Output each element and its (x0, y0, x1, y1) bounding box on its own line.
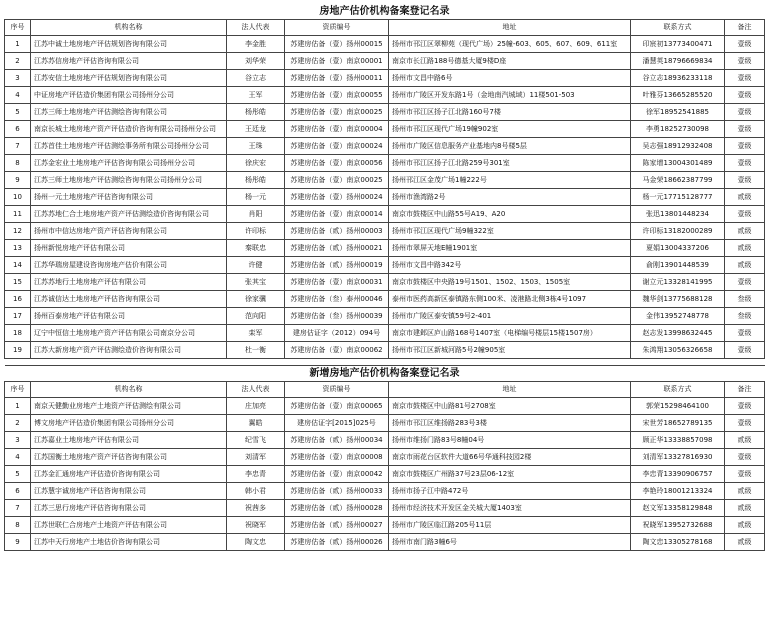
table-cell: 王军 (227, 87, 285, 104)
table-cell: 扬州市翠屏天地E幢1901室 (389, 240, 631, 257)
table-row (5, 36, 765, 53)
table-cell: 江苏诚信达土地房地产评估咨询有限公司 (31, 291, 227, 308)
table-cell: 10 (5, 189, 31, 206)
table-cell: 江苏中天行房地产土地估价咨询有限公司 (31, 534, 227, 551)
table-row (5, 240, 765, 257)
table-cell: 夏娟13004337206 (631, 240, 725, 257)
table-cell: 秦联忠 (227, 240, 285, 257)
table-cell: 南京市鼓楼区中央路19号1501、1502、1503、1505室 (389, 274, 631, 291)
table-row (5, 291, 765, 308)
table-cell: 南京市鼓楼区中山路55号A19、A20 (389, 206, 631, 223)
table-cell: 建房估证字[2015]025号 (285, 415, 389, 432)
table-cell: 扬州市邗江区新城河路5号2幢905室 (389, 342, 631, 359)
table-cell: 许健 (227, 257, 285, 274)
table-cell: 范向阳 (227, 308, 285, 325)
table-cell: 叶雅芬13665285520 (631, 87, 725, 104)
table-cell: 苏建房估备（贰）扬州00003 (285, 223, 389, 240)
table-cell: 4 (5, 449, 31, 466)
table-cell: 苏建房估备（贰）扬州00026 (285, 534, 389, 551)
table-row (5, 138, 765, 155)
table-cell: 壹级 (725, 342, 765, 359)
table-cell: 江苏世联仁合房地产土地资产评估有限公司 (31, 517, 227, 534)
table-cell: 苏建房估备（壹）南京00014 (285, 206, 389, 223)
table-cell: 江苏金宏业土地房地产评估咨询有限公司扬州分公司 (31, 155, 227, 172)
table-cell: 4 (5, 87, 31, 104)
table-cell: 刘华荣 (227, 53, 285, 70)
table-cell: 李忠青13390906757 (631, 466, 725, 483)
table-cell: 南京天健勤业房地产土地资产评估测绘有限公司 (31, 398, 227, 415)
table-cell: 扬州市邗江区扬子江北路259号301室 (389, 155, 631, 172)
column-header: 机构名称 (31, 20, 227, 36)
section-gap-cell (5, 359, 765, 366)
table-cell: 祝晓军 (227, 517, 285, 534)
registry-sheet (4, 4, 764, 551)
table-row (5, 483, 765, 500)
table-row (5, 53, 765, 70)
table-cell: 顾正华13338857098 (631, 432, 725, 449)
table-cell: 纪雪飞 (227, 432, 285, 449)
table-cell: 江苏国衡土地房地产资产评估咨询有限公司 (31, 449, 227, 466)
section-gap (5, 359, 765, 366)
table-cell: 9 (5, 534, 31, 551)
table-cell: 贰级 (725, 189, 765, 206)
table-cell: 徐军18952541885 (631, 104, 725, 121)
table-cell: 赵志发13998632445 (631, 325, 725, 342)
table-cell: 苏建房估备（壹）南京00025 (285, 104, 389, 121)
table-cell: 7 (5, 138, 31, 155)
table-cell: 金伟13952748778 (631, 308, 725, 325)
table-cell: 江苏三师土地房地产评估测绘咨询有限公司 (31, 104, 227, 121)
table-cell: 杨彤皓 (227, 104, 285, 121)
table-cell: 壹级 (725, 206, 765, 223)
table-cell: 扬州市文昌中路6号 (389, 70, 631, 87)
column-header: 法人代表 (227, 20, 285, 36)
table-cell: 建房估证字（2012）094号 (285, 325, 389, 342)
column-header: 序号 (5, 382, 31, 398)
table-cell: 陈家增13004301489 (631, 155, 725, 172)
table-row (5, 534, 765, 551)
table-cell: 杨彤皓 (227, 172, 285, 189)
table-cell: 苏建房估备（壹）南京00065 (285, 398, 389, 415)
header-row (5, 20, 765, 36)
table-cell: 祝晓军13952732688 (631, 517, 725, 534)
table-cell: 江苏中诚土地房地产评估规划咨询有限公司 (31, 36, 227, 53)
table-cell: 苏建房估备（壹）南京00042 (285, 466, 389, 483)
table-cell: 南京市鼓楼区广州路37号23层06-12室 (389, 466, 631, 483)
table-cell: 南京市建邺区庐山路168号1407室（电梯编号楼层15楼1507房） (389, 325, 631, 342)
table-cell: 壹级 (725, 274, 765, 291)
table-cell: 壹级 (725, 325, 765, 342)
table-cell: 许印标13182000289 (631, 223, 725, 240)
table-cell: 扬州市南门路3幢6号 (389, 534, 631, 551)
table-cell: 扬州市渔湾路2号 (389, 189, 631, 206)
table-cell: 贰级 (725, 534, 765, 551)
table-cell: 江苏大新房地产资产评估测绘造价咨询有限公司 (31, 342, 227, 359)
table-cell: 14 (5, 257, 31, 274)
table-cell: 扬州市维扬门路83号8幢04号 (389, 432, 631, 449)
table-cell: 苏建房估备（壹）南京00031 (285, 274, 389, 291)
table-cell: 江苏华瑞房屋建设咨询房地产估价有限公司 (31, 257, 227, 274)
table-cell: 苏建房估备（贰）扬州00021 (285, 240, 389, 257)
table-cell: 壹级 (725, 70, 765, 87)
table-cell: 苏建房估备（贰）扬州00034 (285, 432, 389, 449)
table-row (5, 308, 765, 325)
table-row (5, 223, 765, 240)
table-cell: 南京市鼓楼区中山路81号2708室 (389, 398, 631, 415)
table-cell: 扬州市广陵区临江路205号11层 (389, 517, 631, 534)
table-cell: 贰级 (725, 240, 765, 257)
section-title-row (5, 366, 765, 382)
table-cell: 扬州市邗江区扬子江北路160号7楼 (389, 104, 631, 121)
table-cell: 江苏安信土地房地产评估规划咨询有限公司 (31, 70, 227, 87)
table-cell: 泰州市医药高新区泰镇路东侧100米、凌港路北侧3栋4号1097 (389, 291, 631, 308)
column-header: 备注 (725, 382, 765, 398)
table-cell: 贰级 (725, 500, 765, 517)
table-cell: 苏建房估备（壹）扬州00024 (285, 189, 389, 206)
table-cell: 苏建房估备（壹）南京00055 (285, 87, 389, 104)
table-cell: 13 (5, 240, 31, 257)
table-cell: 扬州市广陵区信息服务产业基地内8号楼5层 (389, 138, 631, 155)
table-cell: 印宸初13773400471 (631, 36, 725, 53)
table-cell: 博文房地产评估造价集团有限公司扬州分公司 (31, 415, 227, 432)
table-cell: 7 (5, 500, 31, 517)
column-header: 地址 (389, 20, 631, 36)
table-cell: 15 (5, 274, 31, 291)
table-row (5, 517, 765, 534)
table-cell: 江苏苏信房地产评估咨询有限公司 (31, 53, 227, 70)
table-cell: 苏建房估备（壹）南京00062 (285, 342, 389, 359)
table-cell: 谷立志18936233118 (631, 70, 725, 87)
table-cell: 徐庆宏 (227, 155, 285, 172)
table-row (5, 206, 765, 223)
table-cell: 苏建房估备（壹）南京00001 (285, 53, 389, 70)
table-row (5, 274, 765, 291)
column-header: 联系方式 (631, 20, 725, 36)
table-cell: 贰级 (725, 432, 765, 449)
table-cell: 肖阳 (227, 206, 285, 223)
table-cell: 5 (5, 466, 31, 483)
table-cell: 苏建房估备（壹）南京00025 (285, 172, 389, 189)
table-cell: 杨一元17715128777 (631, 189, 725, 206)
table-cell: 12 (5, 223, 31, 240)
registry-table (4, 4, 765, 551)
table-cell: 俞刚13901448539 (631, 257, 725, 274)
table-cell: 扬州市邗江区现代广场9幢322室 (389, 223, 631, 240)
table-row (5, 466, 765, 483)
table-cell: 11 (5, 206, 31, 223)
table-cell: 苏建房估备（贰）扬州00033 (285, 483, 389, 500)
table-cell: 壹级 (725, 449, 765, 466)
section-title: 房地产估价机构备案登记名录 (5, 4, 765, 20)
table-row (5, 257, 765, 274)
table-cell: 扬州邗江区金茂广场1幢222号 (389, 172, 631, 189)
table-cell: 扬州市文昌中路342号 (389, 257, 631, 274)
table-cell: 2 (5, 415, 31, 432)
table-cell: 张迅13801448234 (631, 206, 725, 223)
table-cell: 壹级 (725, 104, 765, 121)
table-row (5, 172, 765, 189)
table-cell: 江苏苏地行土地房地产评估有限公司 (31, 274, 227, 291)
table-row (5, 70, 765, 87)
table-cell: 辽宁中恒信土地房地产资产评估有限公司南京分公司 (31, 325, 227, 342)
table-cell: 魏华剑13775688128 (631, 291, 725, 308)
table-cell: 南京市长江路188号德基大厦9楼D座 (389, 53, 631, 70)
table-cell: 谢立元13328141995 (631, 274, 725, 291)
table-cell: 李艳玲18001213324 (631, 483, 725, 500)
header-row (5, 382, 765, 398)
table-cell: 贰级 (725, 483, 765, 500)
table-cell: 9 (5, 172, 31, 189)
table-cell: 苏建房估备（贰）扬州00028 (285, 500, 389, 517)
table-cell: 壹级 (725, 87, 765, 104)
table-row (5, 342, 765, 359)
table-cell: 壹级 (725, 415, 765, 432)
table-cell: 朱鸿翔13056326658 (631, 342, 725, 359)
table-cell: 苏建房估备（叁）扬州00039 (285, 308, 389, 325)
table-cell: 5 (5, 104, 31, 121)
table-cell: 中证房地产评估造价集团有限公司扬州分公司 (31, 87, 227, 104)
table-cell: 张其宝 (227, 274, 285, 291)
table-cell: 栾军 (227, 325, 285, 342)
section-title: 新增房地产估价机构备案登记名录 (5, 366, 765, 382)
column-header: 法人代表 (227, 382, 285, 398)
table-cell: 扬州市邗江区翠柳苑（现代广场）25幢-603、605、607、609、611室 (389, 36, 631, 53)
table-cell: 扬州市扬子江中路472号 (389, 483, 631, 500)
table-cell: 扬州市邗江区现代广场19幢902室 (389, 121, 631, 138)
table-cell: 南京市雨花台区软件大道66号华通科技园2楼 (389, 449, 631, 466)
table-cell: 李忠青 (227, 466, 285, 483)
table-cell: 1 (5, 36, 31, 53)
table-cell: 江苏苏地仁合土地房地产资产评估测绘造价咨询有限公司 (31, 206, 227, 223)
table-cell: 19 (5, 342, 31, 359)
table-cell: 吴志强18912932408 (631, 138, 725, 155)
table-cell: 16 (5, 291, 31, 308)
table-row (5, 155, 765, 172)
table-cell: 江苏首佳土地房地产评估测绘事务所有限公司扬州分公司 (31, 138, 227, 155)
table-cell: 苏建房估备（叁）泰州00046 (285, 291, 389, 308)
table-cell: 17 (5, 308, 31, 325)
table-cell: 江苏三师土地房地产评估测绘咨询有限公司扬州分公司 (31, 172, 227, 189)
table-cell: 壹级 (725, 155, 765, 172)
table-row (5, 189, 765, 206)
table-cell: 3 (5, 432, 31, 449)
table-cell: 苏建房估备（壹）南京00008 (285, 449, 389, 466)
table-cell: 马金荣18662387799 (631, 172, 725, 189)
table-row (5, 121, 765, 138)
table-row (5, 500, 765, 517)
table-cell: 韩小君 (227, 483, 285, 500)
table-cell: 杨一元 (227, 189, 285, 206)
table-cell: 王珠 (227, 138, 285, 155)
table-cell: 赵文军13358129848 (631, 500, 725, 517)
table-row (5, 398, 765, 415)
table-cell: 扬州新悦房地产评估有限公司 (31, 240, 227, 257)
table-cell: 郭荣15298464100 (631, 398, 725, 415)
table-cell: 扬州一元土地房地产评估咨询有限公司 (31, 189, 227, 206)
table-cell: 扬州市广陵区开发东路1号（金地南汽城域）11楼501-503 (389, 87, 631, 104)
table-cell: 江苏金汇通房地产评估造价咨询有限公司 (31, 466, 227, 483)
table-cell: 陶文忠 (227, 534, 285, 551)
table-cell: 李金胜 (227, 36, 285, 53)
table-cell: 18 (5, 325, 31, 342)
table-row (5, 432, 765, 449)
table-row (5, 325, 765, 342)
table-cell: 2 (5, 53, 31, 70)
table-cell: 苏建房估备（壹）南京00024 (285, 138, 389, 155)
table-cell: 扬州百泰房地产评估有限公司 (31, 308, 227, 325)
table-cell: 壹级 (725, 466, 765, 483)
table-cell: 叁级 (725, 291, 765, 308)
table-cell: 贰级 (725, 223, 765, 240)
table-cell: 壹级 (725, 138, 765, 155)
table-cell: 徐家骥 (227, 291, 285, 308)
table-row (5, 104, 765, 121)
column-header: 资质编号 (285, 20, 389, 36)
table-cell: 杜一衡 (227, 342, 285, 359)
table-cell: 3 (5, 70, 31, 87)
table-cell: 壹级 (725, 172, 765, 189)
table-cell: 8 (5, 517, 31, 534)
table-cell: 扬州市邗江区维扬路283号3楼 (389, 415, 631, 432)
table-cell: 6 (5, 121, 31, 138)
column-header: 联系方式 (631, 382, 725, 398)
table-cell: 壹级 (725, 121, 765, 138)
table-cell: 宋世芳18652789135 (631, 415, 725, 432)
table-cell: 江苏三思行房地产评估咨询有限公司 (31, 500, 227, 517)
table-cell: 谷立志 (227, 70, 285, 87)
table-cell: 苏建房估备（壹）南京00004 (285, 121, 389, 138)
table-cell: 江苏慧宇诚房地产评估咨询有限公司 (31, 483, 227, 500)
table-cell: 苏建房估备（贰）扬州00027 (285, 517, 389, 534)
table-cell: 庄加亮 (227, 398, 285, 415)
table-cell: 苏建房估备（壹）扬州00015 (285, 36, 389, 53)
column-header: 序号 (5, 20, 31, 36)
table-cell: 南京长城土地房地产资产评估造价咨询有限公司扬州分公司 (31, 121, 227, 138)
table-cell: 8 (5, 155, 31, 172)
table-cell: 叁级 (725, 308, 765, 325)
section-title-row (5, 4, 765, 20)
table-cell: 贰级 (725, 257, 765, 274)
table-cell: 壹级 (725, 398, 765, 415)
table-row (5, 87, 765, 104)
table-cell: 6 (5, 483, 31, 500)
table-cell: 贰级 (725, 517, 765, 534)
table-row (5, 415, 765, 432)
table-cell: 王廷龙 (227, 121, 285, 138)
column-header: 资质编号 (285, 382, 389, 398)
column-header: 地址 (389, 382, 631, 398)
table-cell: 苏建房估备（壹）南京00056 (285, 155, 389, 172)
table-cell: 壹级 (725, 53, 765, 70)
table-cell: 1 (5, 398, 31, 415)
column-header: 机构名称 (31, 382, 227, 398)
table-cell: 许印标 (227, 223, 285, 240)
table-cell: 扬州市中信达房地产资产评估咨询有限公司 (31, 223, 227, 240)
table-cell: 陶文忠13305278168 (631, 534, 725, 551)
table-cell: 江苏嘉业土地房地产评估有限公司 (31, 432, 227, 449)
table-cell: 刘清军 (227, 449, 285, 466)
table-cell: 苏建房估备（贰）扬州00019 (285, 257, 389, 274)
table-cell: 祝茜多 (227, 500, 285, 517)
table-cell: 苏建房估备（壹）扬州00011 (285, 70, 389, 87)
table-cell: 李勇18252730098 (631, 121, 725, 138)
column-header: 备注 (725, 20, 765, 36)
table-cell: 扬州市广陵区泰安镇59号2-401 (389, 308, 631, 325)
table-row (5, 449, 765, 466)
table-cell: 翼皓 (227, 415, 285, 432)
table-cell: 潘慧英18796669834 (631, 53, 725, 70)
table-cell: 壹级 (725, 36, 765, 53)
table-cell: 刘清军13327816930 (631, 449, 725, 466)
table-cell: 扬州市经济技术开发区金关城大厦1403室 (389, 500, 631, 517)
